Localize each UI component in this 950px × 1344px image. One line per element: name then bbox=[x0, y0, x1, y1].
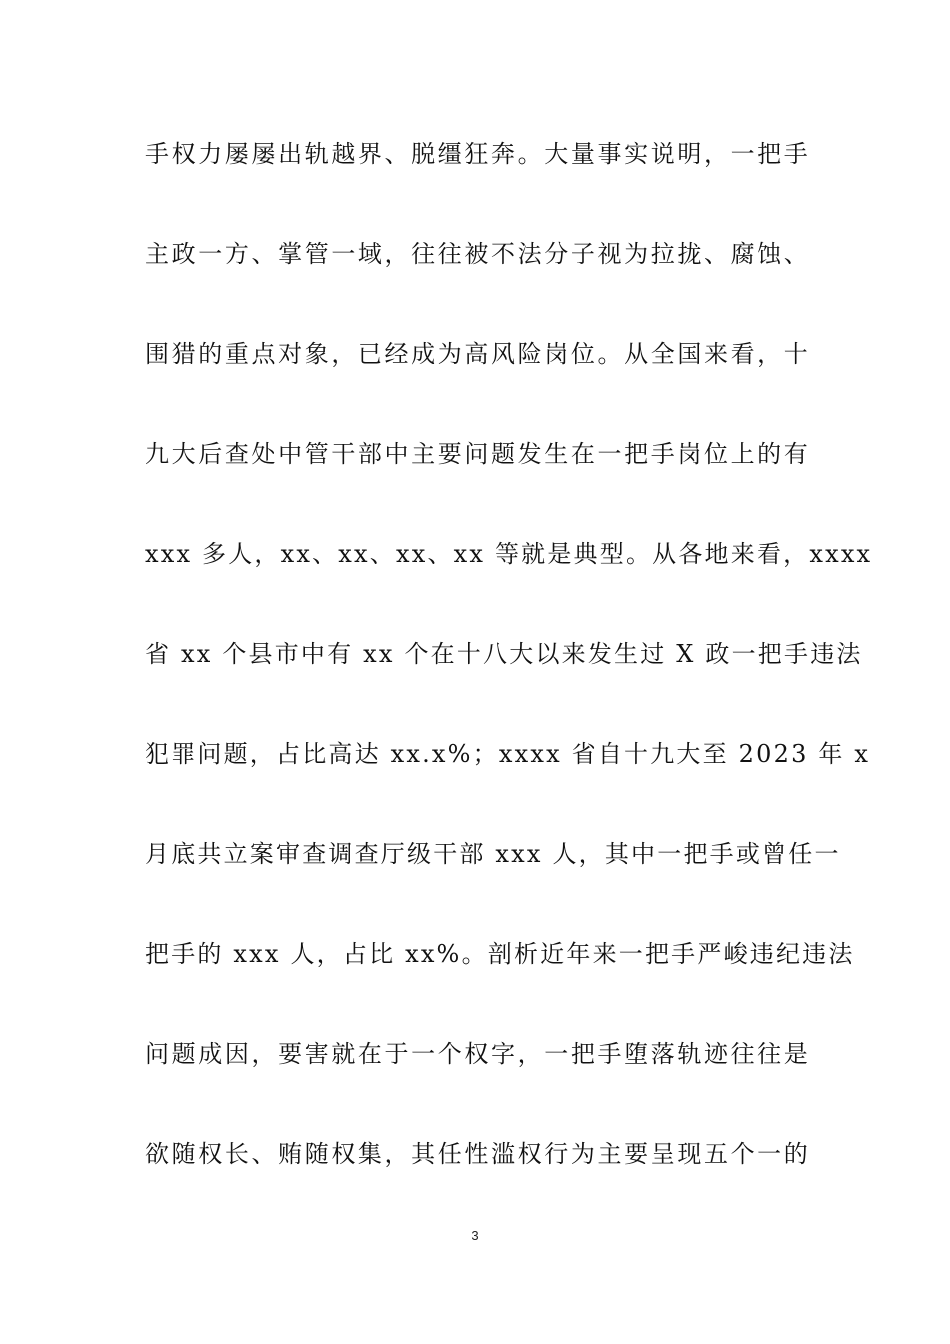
text-line: 把手的 xxx 人，占比 xx%。剖析近年来一把手严峻违纪违法 bbox=[145, 940, 855, 968]
text-line: 主政一方、掌管一域，往往被不法分子视为拉拢、腐蚀、 bbox=[145, 240, 810, 268]
text-line: xxx 多人，xx、xx、xx、xx 等就是典型。从各地来看，xxxx bbox=[145, 540, 873, 568]
page-number: 3 bbox=[471, 1228, 479, 1243]
text-line: 问题成因，要害就在于一个权字，一把手堕落轨迹往往是 bbox=[145, 1040, 810, 1068]
text-line: 手权力屡屡出轨越界、脱缰狂奔。大量事实说明，一把手 bbox=[145, 140, 810, 168]
body-text bbox=[145, 122, 873, 1222]
text-line: 欲随权长、贿随权集，其任性滥权行为主要呈现五个一的 bbox=[145, 1140, 810, 1168]
text-line: 九大后查处中管干部中主要问题发生在一把手岗位上的有 bbox=[145, 440, 810, 468]
text-line: 月底共立案审查调查厅级干部 xxx 人，其中一把手或曾任一 bbox=[145, 840, 841, 868]
text-line: 省 xx 个县市中有 xx 个在十八大以来发生过 X 政一把手违法 bbox=[145, 640, 863, 668]
text-line: 围猎的重点对象，已经成为高风险岗位。从全国来看，十 bbox=[145, 340, 810, 368]
text-line: 犯罪问题，占比高达 xx.x%；xxxx 省自十九大至 2023 年 x bbox=[145, 740, 871, 768]
